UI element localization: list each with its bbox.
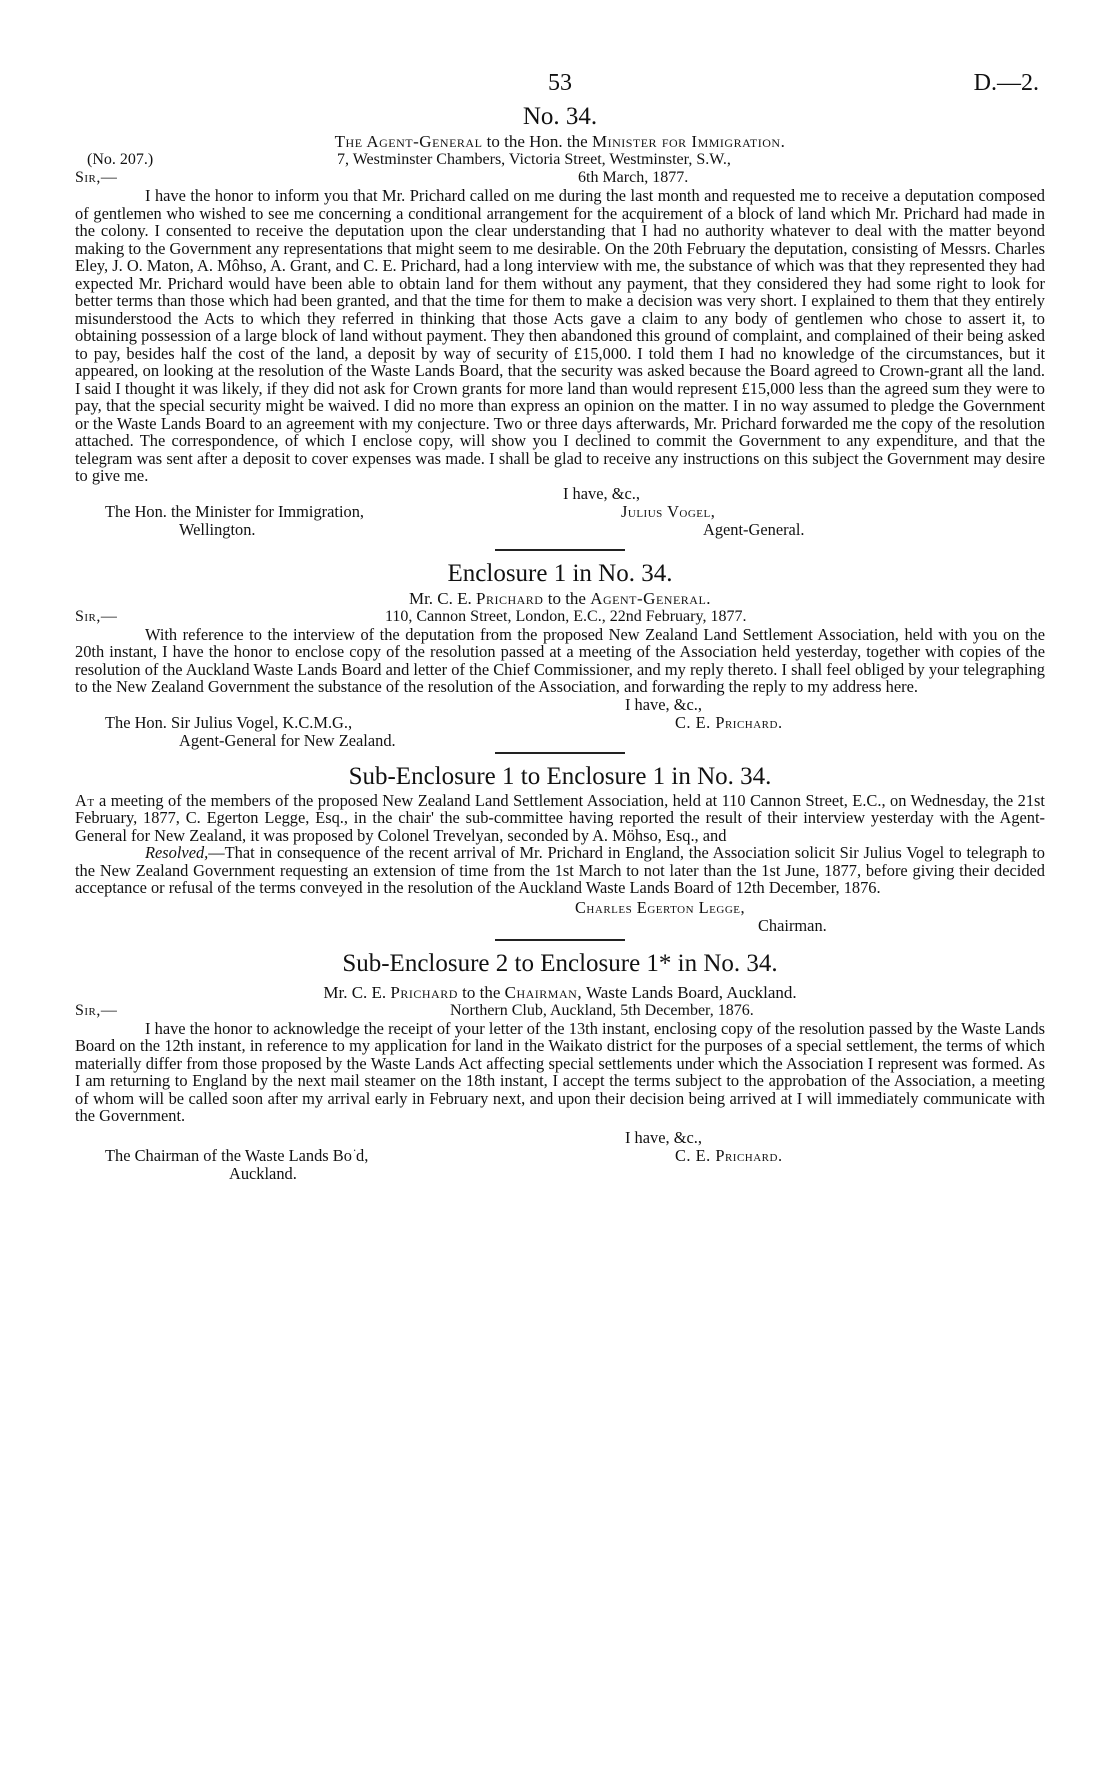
signature-block — [75, 897, 1045, 935]
closing: I have, &c., — [625, 1127, 702, 1147]
sender-name: Prichard — [476, 588, 544, 608]
addressee-line-1: The Chairman of the Waste Lands Bo͘ d, — [105, 1145, 369, 1165]
enclosure-from-to — [75, 589, 1045, 608]
recipient-name: Chairman, — [504, 982, 583, 1002]
letter-date: 6th March, 1877. — [578, 169, 689, 186]
address-date: Northern Club, Auckland, 5th December, 1876. — [450, 1001, 754, 1019]
sub-enclosure-from-to — [75, 983, 1045, 1002]
resolution — [75, 844, 1045, 897]
addressee-line-2: Wellington. — [179, 519, 256, 539]
recipient-name: Minister for Immigration. — [591, 132, 786, 151]
enclosure-title: Enclosure 1 in No. 34. — [447, 559, 673, 587]
addressee-line-2: Auckland. — [229, 1163, 297, 1183]
salutation: Sir,— — [75, 1001, 118, 1019]
recipient-suffix: Waste Lands Board, Auckland. — [586, 982, 797, 1002]
sub-enclosure-1 — [75, 762, 1045, 935]
resolution-text: —That in consequence of the recent arrival of Mr. Prichard in England, the Association solicit Sir Julius Vogel to telegraph to the New Zealand Government requesting an extension of time from the 1st March to not later than the 1st June, 1877, before giving their decided acceptance or refusal of the terms conveyed in the resolution of the Auckland Waste Lands Board of 12th December, 1876. — [75, 843, 1045, 897]
letter-no-34 — [75, 102, 1045, 539]
addressee-line-2: Agent-General for New Zealand. — [179, 730, 396, 750]
sender-name: Prichard — [390, 982, 458, 1002]
addressee-line-1: The Hon. Sir Julius Vogel, K.C.M.G., — [105, 712, 353, 732]
closing: I have, &c., — [563, 483, 640, 503]
signer-name: C. E. Prichard. — [675, 712, 783, 732]
ref-address-row — [75, 151, 1045, 169]
salutation: Sir,— — [75, 607, 118, 625]
salutation: Sir,— — [75, 169, 118, 186]
letter-address: 7, Westminster Chambers, Victoria Street, Westminster, S.W., — [337, 151, 731, 168]
letter-from-to — [75, 132, 1045, 151]
enclosure-1 — [75, 559, 1045, 750]
salutation-address-row — [75, 608, 1045, 626]
letter-body: I have the honor to inform you that Mr. Prichard called on me during the last month and requested me to receive a deputation composed of gentlemen who wished to see me concerning a conditional arrangement for the acquirement of a block of land which Mr. Prichard had made in the colony. I consented to receive the deputation upon the clear understanding that I had no authority whatever to deal with the matter beyond making to the Government any representations that might seem to me desirable. On the 20th February the deputation, consisting of Messrs. Charles Eley, J. O. Maton, A. Môhso, A. Grant, and C. E. Prichard, had a long interview with me, the substance of which was that they represented they had expected Mr. Prichard would have been able to obtain land for them without any payment, that they considered they had some right to look for better terms than those which had been granted, and that the time for them to make a decision was very short. I explained to them that they entirely misunderstood the Acts to which they referred in thinking that those Acts gave a claim to any body of gentlemen who chose to assert it, to obtaining possession of a large block of land without payment. They then abandoned this ground of complaint, and complained of their being asked to pay, besides half the cost of the land, a deposit by way of security of £15,000. I told them I had no knowledge of the circumstances, but it appeared, on looking at the resolution of the Waste Lands Board, that the security was asked because the Board agreed to Crown-grant all the land. I said I thought it was likely, if they did not ask for Crown grants for more land than would represent £15,000 less than the agreed sum they were to pay, that the special security might be waived. I did no more than express an opinion on the matter. I in no way assumed to pledge the Government or the Waste Lands Board to an agreement with my conjecture. Two or three days afterwards, Mr. Prichard forwarded me the copy of the resolution attached. The correspondence, of which I enclose copy, will show you I declined to commit the Government to any expenditure, and that the telegram was sent after a deposit to cover expenses was made. I shall be glad to receive any instructions on this subject the Government may desire to give me. — [75, 186, 1045, 485]
divider — [495, 939, 625, 941]
salutation-date-row — [75, 169, 1045, 187]
document-page — [75, 62, 1045, 1183]
sender-prefix: Mr. C. E. — [323, 982, 387, 1002]
letter-ref-number: (No. 207.) — [87, 151, 154, 168]
recipient-name: Agent-General. — [590, 588, 712, 608]
divider — [495, 752, 625, 754]
to-connector: to the — [462, 982, 501, 1002]
signer-title: Chairman. — [758, 915, 827, 935]
signer-name: C. E. Prichard. — [675, 1145, 783, 1165]
address-date: 110, Cannon Street, London, E.C., 22nd February, 1877. — [385, 607, 747, 625]
signer-name: Julius Vogel, — [621, 501, 716, 521]
divider — [495, 549, 625, 551]
document-reference: D.—2. — [973, 70, 1039, 96]
signer-name: Charles Egerton Legge, — [575, 897, 746, 917]
letter-title: No. 34. — [522, 103, 598, 130]
signer-title: Agent-General. — [703, 519, 805, 539]
sub-enclosure-title: Sub-Enclosure 2 to Enclosure 1* in No. 34. — [342, 949, 778, 977]
signature-block — [75, 696, 1045, 750]
to-connector: to the Hon. the — [486, 132, 588, 151]
enclosure-body: With reference to the interview of the deputation from the proposed New Zealand Land Settlement Association, held with you on the 20th instant, I have the honor to enclose copy of the resolution passed at a meeting of the Association held yesterday, together with copies of the resolution of the Auckland Waste Lands Board and letter of the Chief Commissioner, and my reply thereto. I shall feel obliged by your telegraphing to the New Zealand Government the substance of the resolution of the Association, and forwarding the reply to my address here. — [75, 624, 1045, 696]
sub-enclosure-title: Sub-Enclosure 1 to Enclosure 1 in No. 34. — [348, 762, 772, 790]
resolved-label: Resolved, — [145, 843, 209, 862]
addressee-line-1: The Hon. the Minister for Immigration, — [105, 501, 365, 521]
signature-block — [75, 485, 1045, 539]
page-header — [75, 62, 1045, 98]
sender-prefix: Mr. C. E. — [408, 588, 472, 608]
to-connector: to the — [547, 588, 586, 608]
page-number: 53 — [548, 70, 572, 96]
signature-block — [75, 1125, 1045, 1183]
sub-enclosure-2 — [75, 949, 1045, 1183]
sender-name: The Agent-General — [334, 132, 483, 151]
closing: I have, &c., — [625, 694, 702, 714]
meeting-text: a meeting of the members of the proposed New Zealand Land Settlement Association, held at 110 Cannon Street, E.C., on Wednesday, the 21st February, 1877, C. Egerton Legge, Esq., in the chair' the sub-committee having reported the result of their interview yesterday with the Agent-General for New Zealand, it was proposed by Colonel Trevelyan, seconded by A. Möhso, Esq., and — [75, 790, 1045, 845]
sub-enclosure-body: I have the honor to acknowledge the receipt of your letter of the 13th instant, enclosing copy of the resolution passed by the Waste Lands Board on the 12th instant, in reference to my application for land in the Waikato district for the purposes of a special settlement, the terms of which materially differ from those proposed by the Waste Lands Act affecting special settlements under which the Association I represent was formed. As I am returning to England by the next mail steamer on the 18th instant, I accept the terms subject to the approbation of the Association, a meeting of whom will be called soon after my arrival early in February next, and upon their decision being arrived at I will immediately communicate with the Government. — [75, 1018, 1045, 1125]
lead-word: At — [75, 790, 95, 810]
salutation-address-row — [75, 1002, 1045, 1020]
sub-enclosure-body — [75, 792, 1045, 845]
